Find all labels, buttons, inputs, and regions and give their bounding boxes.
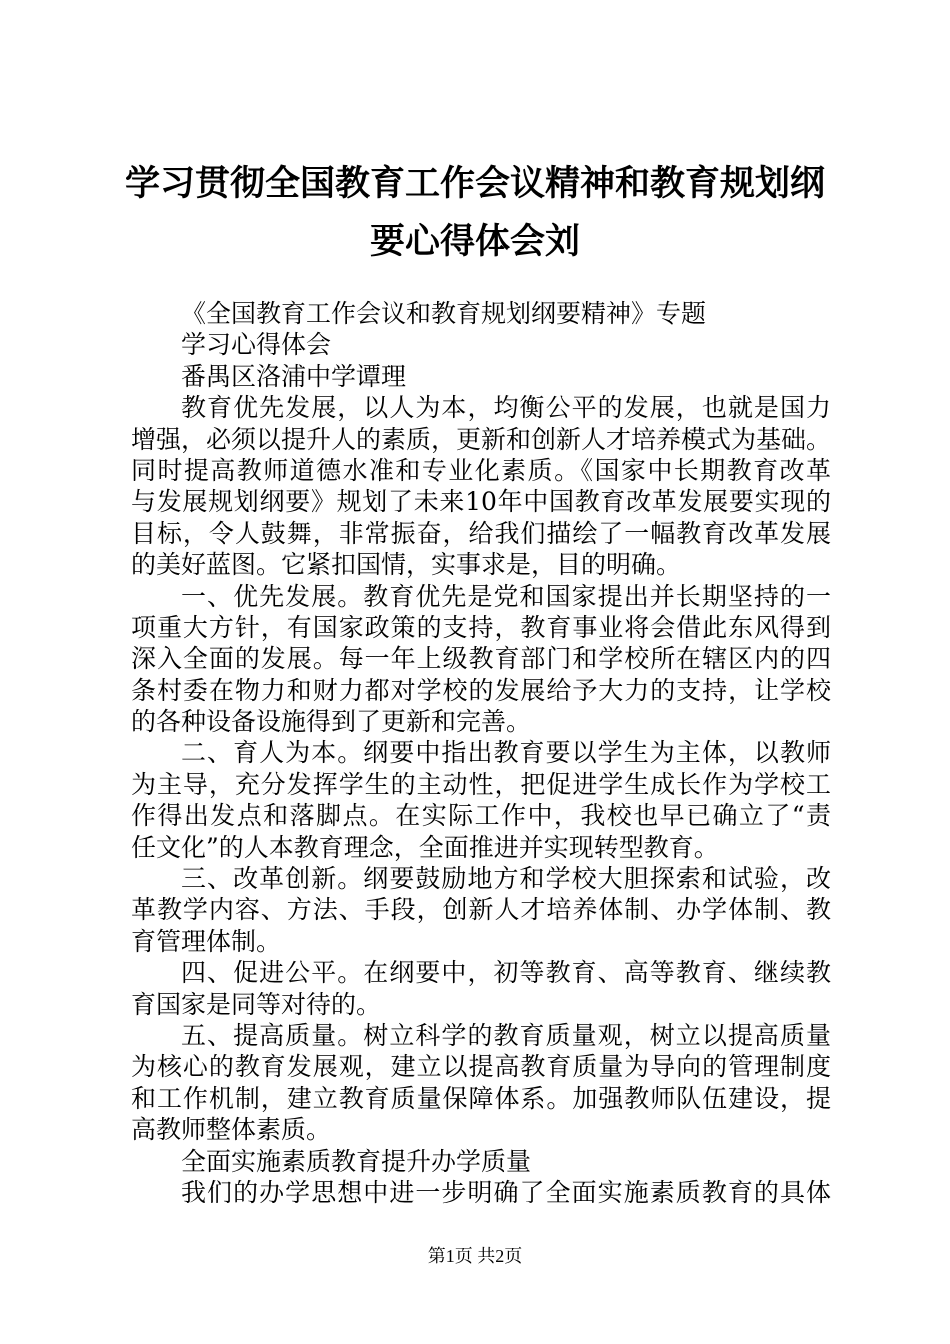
paragraph-line: 同时提高教师道德水准和专业化素质。《国家中长期教育改革 [131, 455, 831, 485]
paragraph-line: 育国家是同等对待的。 [131, 989, 382, 1019]
paragraph-line: 任文化”的人本教育理念，全面推进并实现转型教育。 [131, 832, 719, 862]
paragraph-line: 一、优先发展。教育优先是党和国家提出并长期坚持的一 [181, 581, 831, 611]
paragraph-line: 我们的办学思想中进一步明确了全面实施素质教育的具体 [181, 1177, 831, 1207]
paragraph-line: 为主导，充分发挥学生的主动性，把促进学生成长作为学校工 [131, 769, 831, 799]
paragraph-line: 与发展规划纲要》规划了未来10年中国教育改革发展要实现的 [131, 487, 831, 517]
subtitle-line: 学习心得体会 [181, 330, 332, 360]
page-footer: 第1页 共2页 [427, 1246, 523, 1266]
paragraph-line: 增强，必须以提升人的素质，更新和创新人才培养模式为基础。 [131, 424, 831, 454]
paragraph-line: 深入全面的发展。每一年上级教育部门和学校所在辖区内的四 [131, 644, 831, 674]
paragraph-line: 为核心的教育发展观，建立以提高教育质量为导向的管理制度 [131, 1052, 831, 1082]
paragraph-line: 五、提高质量。树立科学的教育质量观，树立以提高质量 [181, 1020, 831, 1050]
paragraph-line: 的各种设备设施得到了更新和完善。 [131, 707, 532, 737]
paragraph-line: 二、育人为本。纲要中指出教育要以学生为主体，以教师 [181, 738, 831, 768]
paragraph-line: 项重大方针，有国家政策的支持，教育事业将会借此东风得到 [131, 612, 831, 642]
paragraph-line: 目标，令人鼓舞，非常振奋，给我们描绘了一幅教育改革发展 [131, 518, 831, 548]
paragraph-line: 四、促进公平。在纲要中，初等教育、高等教育、继续教 [181, 958, 831, 988]
document-title-line-1: 学习贯彻全国教育工作会议精神和教育规划纲 [124, 163, 825, 204]
paragraph-line: 革教学内容、方法、手段，创新人才培养体制、办学体制、教 [131, 895, 831, 925]
author-line: 番禺区洛浦中学谭理 [181, 361, 407, 391]
paragraph-line: 条村委在物力和财力都对学校的发展给予大力的支持，让学校 [131, 675, 831, 705]
paragraph-line: 作得出发点和落脚点。在实际工作中，我校也早已确立了“责 [131, 801, 831, 831]
subtitle-line: 《全国教育工作会议和教育规划纲要精神》专题 [181, 299, 707, 328]
paragraph-line: 育管理体制。 [131, 926, 282, 956]
paragraph-line: 的美好蓝图。它紧扣国情，实事求是，目的明确。 [131, 550, 682, 580]
paragraph-line: 教育优先发展，以人为本，均衡公平的发展，也就是国力 [181, 393, 831, 423]
paragraph-line: 和工作机制，建立教育质量保障体系。加强教师队伍建设，提 [131, 1083, 831, 1113]
document-title-line-2: 要心得体会刘 [369, 221, 580, 262]
paragraph-line: 高教师整体素质。 [131, 1115, 332, 1145]
document-body [131, 298, 831, 1208]
section-heading: 全面实施素质教育提升办学质量 [181, 1146, 532, 1176]
paragraph-line: 三、改革创新。纲要鼓励地方和学校大胆探索和试验，改 [181, 864, 831, 894]
